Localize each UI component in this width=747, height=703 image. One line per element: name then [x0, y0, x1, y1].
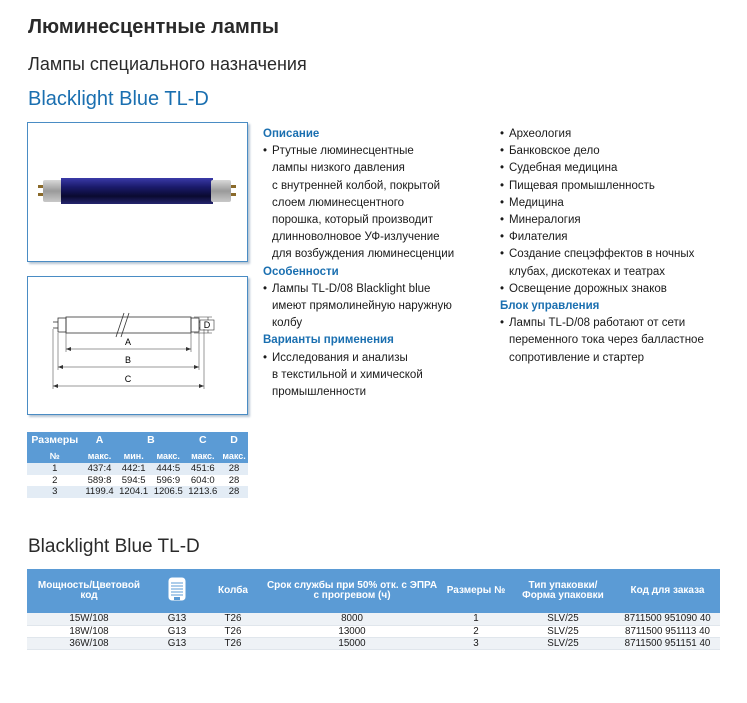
order-header-code: Код для заказа: [615, 569, 720, 613]
table-row: [27, 475, 248, 487]
table-cell: 8711500 951151 40: [615, 637, 720, 649]
dims-subheader: макс.: [220, 448, 248, 463]
dims-header-c: C: [186, 432, 221, 448]
table-cell: 3: [441, 637, 511, 649]
application-item: • Филателия: [500, 231, 568, 244]
table-cell: 444:5: [151, 463, 186, 475]
page-title: Люминесцентные лампы: [28, 16, 279, 38]
application-item: • Судебная медицина: [500, 162, 618, 175]
table-cell: 28: [220, 486, 248, 498]
applications-line: в текстильной и химической: [272, 368, 423, 381]
order-table: [27, 569, 720, 650]
description-line: для возбуждения люминесценции: [272, 248, 455, 261]
dims-header-a: A: [83, 432, 117, 448]
table-cell: 451:6: [186, 463, 221, 475]
order-table-body: [27, 613, 720, 649]
dim-label-c: C: [124, 374, 132, 384]
features-line: имеют прямолинейную наружную: [272, 300, 452, 313]
table-row: [27, 463, 248, 475]
application-item: • Создание спецэффектов в ночных: [500, 248, 695, 261]
dim-label-d: D: [203, 320, 211, 330]
order-header-package: Тип упаковки/ Форма упаковки: [511, 569, 615, 613]
page-subtitle: Лампы специального назначения: [28, 54, 307, 74]
table-cell: 13000: [263, 625, 441, 637]
dims-subheader: мин.: [116, 448, 151, 463]
lamp-photo: [28, 123, 247, 261]
table-cell: T26: [203, 637, 263, 649]
table-cell: 589:8: [83, 475, 117, 487]
application-item: клубах, дискотеках и театрах: [509, 265, 666, 278]
table-cell: 8000: [263, 613, 441, 625]
applications-list: [500, 126, 735, 298]
description-line: длинноволновое УФ-излучение: [272, 231, 440, 244]
table-cell: SLV/25: [511, 637, 615, 649]
table-row: [27, 637, 720, 649]
table-cell: 1204.1: [116, 486, 151, 498]
control-line: сопротивление и стартер: [509, 351, 645, 364]
description-line: порошка, который производит: [272, 214, 434, 227]
dimensions-table: [27, 432, 248, 498]
applications-text: • Исследования и анализы: [263, 351, 408, 364]
table-cell: 2: [27, 475, 83, 487]
application-item: • Освещение дорожных знаков: [500, 282, 667, 295]
order-header-power: Мощность/Цветовой код: [27, 569, 151, 613]
table-cell: 28: [220, 463, 248, 475]
applications-list-column: [500, 126, 735, 367]
dims-subheader: макс.: [83, 448, 117, 463]
lamp-base-icon: [168, 577, 186, 601]
table-cell: 1199.4: [83, 486, 117, 498]
description-column: [263, 126, 495, 401]
application-item: • Банковское дело: [500, 145, 600, 158]
table-cell: 3: [27, 486, 83, 498]
table-cell: 15000: [263, 637, 441, 649]
table-cell: G13: [151, 625, 203, 637]
table-row: [27, 613, 720, 625]
product-title: Blacklight Blue TL-D: [28, 88, 209, 110]
control-text: • Лампы TL-D/08 работают от сети: [500, 317, 686, 330]
table-cell: T26: [203, 613, 263, 625]
order-section-title: Blacklight Blue TL-D: [28, 536, 200, 557]
table-cell: 1206.5: [151, 486, 186, 498]
table-cell: 442:1: [116, 463, 151, 475]
description-line: слоем люминесцентного: [272, 196, 405, 209]
table-cell: 18W/108: [27, 625, 151, 637]
dims-subheader: макс.: [186, 448, 221, 463]
table-cell: 28: [220, 475, 248, 487]
application-item: • Пищевая промышленность: [500, 179, 655, 192]
table-row: [27, 625, 720, 637]
order-header-lifetime: Срок службы при 50% отк. с ЭПРА с прогревом (ч): [263, 569, 441, 613]
table-cell: 2: [441, 625, 511, 637]
order-header-base: [151, 569, 203, 613]
table-cell: G13: [151, 637, 203, 649]
description-title: Описание: [263, 128, 320, 140]
table-cell: 1: [441, 613, 511, 625]
features-line: колбу: [272, 317, 303, 330]
table-cell: 8711500 951113 40: [615, 625, 720, 637]
features-text: • Лампы TL-D/08 Blacklight blue: [263, 282, 431, 295]
table-cell: G13: [151, 613, 203, 625]
table-cell: T26: [203, 625, 263, 637]
dim-label-b: B: [124, 355, 132, 365]
table-cell: 1213.6: [186, 486, 221, 498]
application-item: • Археология: [500, 128, 572, 140]
application-item: • Минералогия: [500, 214, 581, 227]
applications-title: Варианты применения: [263, 334, 394, 347]
description-line: с внутренней колбой, покрытой: [272, 179, 441, 192]
description-line: лампы низкого давления: [272, 162, 405, 175]
dims-header-d: D: [220, 432, 248, 448]
dims-header-sizes: Размеры: [27, 432, 83, 448]
table-cell: SLV/25: [511, 625, 615, 637]
table-cell: SLV/25: [511, 613, 615, 625]
application-item: • Медицина: [500, 196, 564, 209]
control-title: Блок управления: [500, 300, 600, 313]
table-row: [27, 486, 248, 498]
table-cell: 15W/108: [27, 613, 151, 625]
lamp-photo-frame: [27, 122, 248, 262]
features-title: Особенности: [263, 265, 339, 278]
description-text: • Ртутные люминесцентные: [263, 145, 414, 158]
dims-header-b: B: [116, 432, 185, 448]
table-cell: 596:9: [151, 475, 186, 487]
dim-label-a: A: [124, 337, 132, 347]
order-header-bulb: Колба: [203, 569, 263, 613]
applications-line: промышленности: [272, 386, 367, 399]
table-cell: 36W/108: [27, 637, 151, 649]
dims-subheader: макс.: [151, 448, 186, 463]
table-cell: 8711500 951090 40: [615, 613, 720, 625]
dimension-diagram: [28, 277, 247, 414]
dims-table-body: [27, 463, 248, 498]
order-header-sizes: Размеры №: [441, 569, 511, 613]
control-line: переменного тока через балластное: [509, 334, 704, 347]
table-cell: 604:0: [186, 475, 221, 487]
table-cell: 437:4: [83, 463, 117, 475]
table-cell: 594:5: [116, 475, 151, 487]
dims-subheader: №: [27, 448, 83, 463]
dimension-diagram-frame: [27, 276, 248, 415]
table-cell: 1: [27, 463, 83, 475]
